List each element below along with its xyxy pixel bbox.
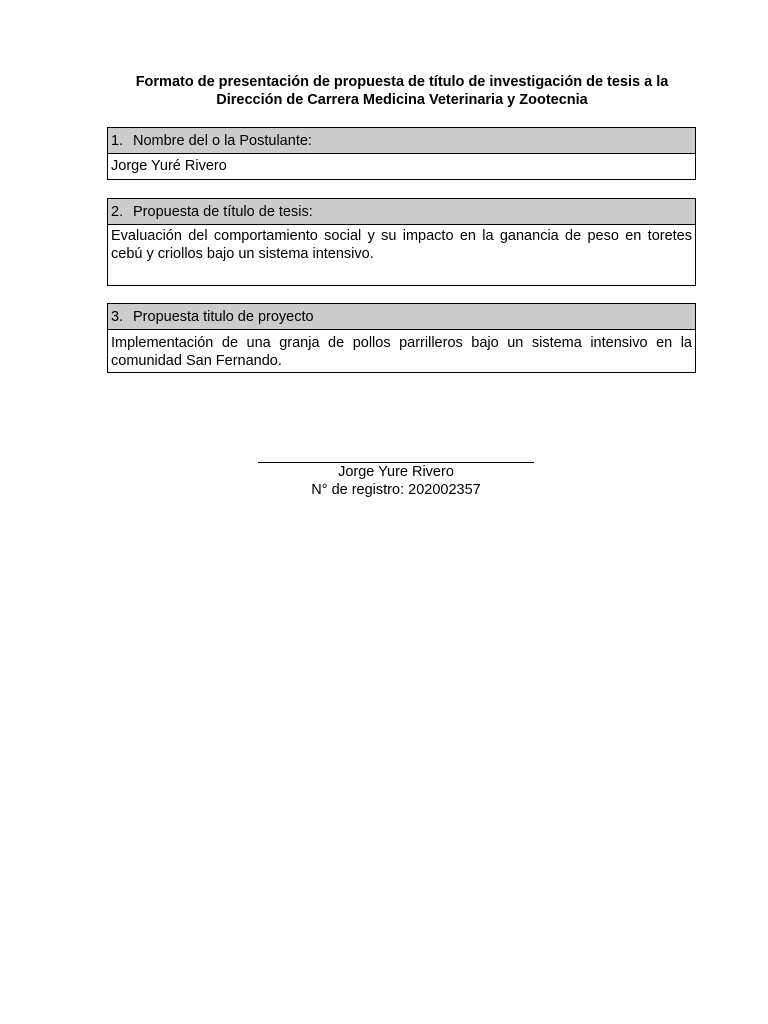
section-content: Evaluación del comportamiento social y su impacto en la ganancia de peso en toretes cebú y criollos bajo un sistema intensivo. <box>111 228 692 262</box>
section-header <box>108 128 695 154</box>
section-heading: Nombre del o la Postulante: <box>133 133 312 149</box>
document-title <box>107 73 697 109</box>
section-heading: Propuesta titulo de proyecto <box>133 309 314 325</box>
document-title-line-1: Formato de presentación de propuesta de título de investigación de tesis a la <box>135 74 669 90</box>
section-content: Implementación de una granja de pollos parrilleros bajo un sistema intensivo en la comunidad San Fernando. <box>111 335 692 369</box>
section-number: 2. <box>111 204 124 220</box>
signature-name: Jorge Yure Rivero <box>338 464 454 480</box>
section-number: 1. <box>111 133 124 149</box>
section-project-title <box>107 303 696 373</box>
section-header <box>108 199 695 225</box>
section-content: Jorge Yuré Rivero <box>111 158 227 174</box>
signature-registration: N° de registro: 202002357 <box>311 482 481 498</box>
signature-block <box>258 463 534 499</box>
section-header <box>108 304 695 330</box>
section-number: 3. <box>111 309 124 325</box>
section-applicant-name <box>107 127 696 180</box>
document-title-line-2: Dirección de Carrera Medicina Veterinaria y Zootecnia <box>216 92 588 108</box>
section-heading: Propuesta de título de tesis: <box>133 204 313 220</box>
section-thesis-title <box>107 198 696 286</box>
